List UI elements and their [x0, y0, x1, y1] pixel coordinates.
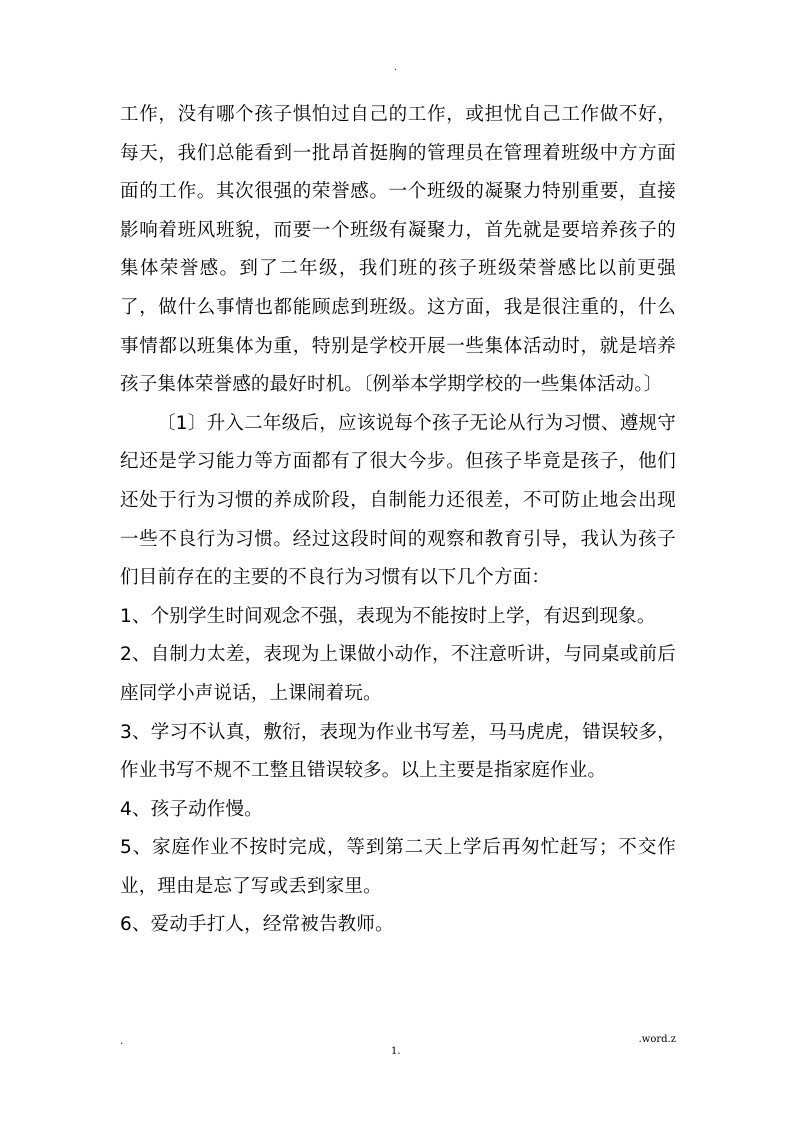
list-item: 1、个别学生时间观念不强，表现为不能按时上学，有迟到现象。: [120, 605, 656, 627]
list-item: 5、家庭作业不按时完成，等到第二天上学后再匆忙赶写；不交作业，理由是忘了写或丢到家里。: [120, 837, 676, 897]
header-mark: .: [394, 63, 397, 73]
page-number: 1.: [391, 1046, 401, 1057]
paragraph-point-1: 〔1〕升入二年级后，应该说每个孩子无论从行为习惯、遵规守纪还是学习能力等方面都有了很大今步。但孩子毕竟是孩子，他们还处于行为习惯的养成阶段，自制能力还很差，不可防止地会出现一些不良行为习惯。经过这段时间的观察和教育引导，我认为孩子们目前存在的主要的不良行为习惯有以下几个方面：: [120, 412, 676, 589]
footer-watermark-text: .word.z: [638, 1034, 676, 1045]
list-item: 6、爱动手打人，经常被告教师。: [120, 914, 394, 936]
list-item: 4、孩子动作慢。: [120, 798, 263, 820]
footer-left-mark: .: [120, 1036, 124, 1047]
paragraph-continuation: 工作，没有哪个孩子惧怕过自己的工作，或担忧自己工作做不好，每天，我们总能看到一批昂首挺胸的管理员在管理着班级中方方面面的工作。其次很强的荣誉感。一个班级的凝聚力特别重要，直接影响着班风班貌，而要一个班级有凝聚力，首先就是要培养孩子的集体荣誉感。到了二年级，我们班的孩子班级荣誉感比以前更强了，做什么事情也都能顾虑到班级。这方面，我是很注重的，什么事情都以班集体为重，特别是学校开展一些集体活动时，就是培养孩子集体荣誉感的最好时机。〔例举本学期学校的一些集体活动。〕: [120, 104, 676, 396]
document-body: [120, 96, 676, 945]
list-item: 3、学习不认真，敷衍，表现为作业书写差，马马虎虎，错误较多，作业书写不规不工整且错误较多。以上主要是指家庭作业。: [120, 721, 676, 782]
list-item: 2、自制力太差，表现为上课做小动作，不注意听讲，与同桌或前后座同学小声说话，上课闹着玩。: [120, 644, 676, 704]
